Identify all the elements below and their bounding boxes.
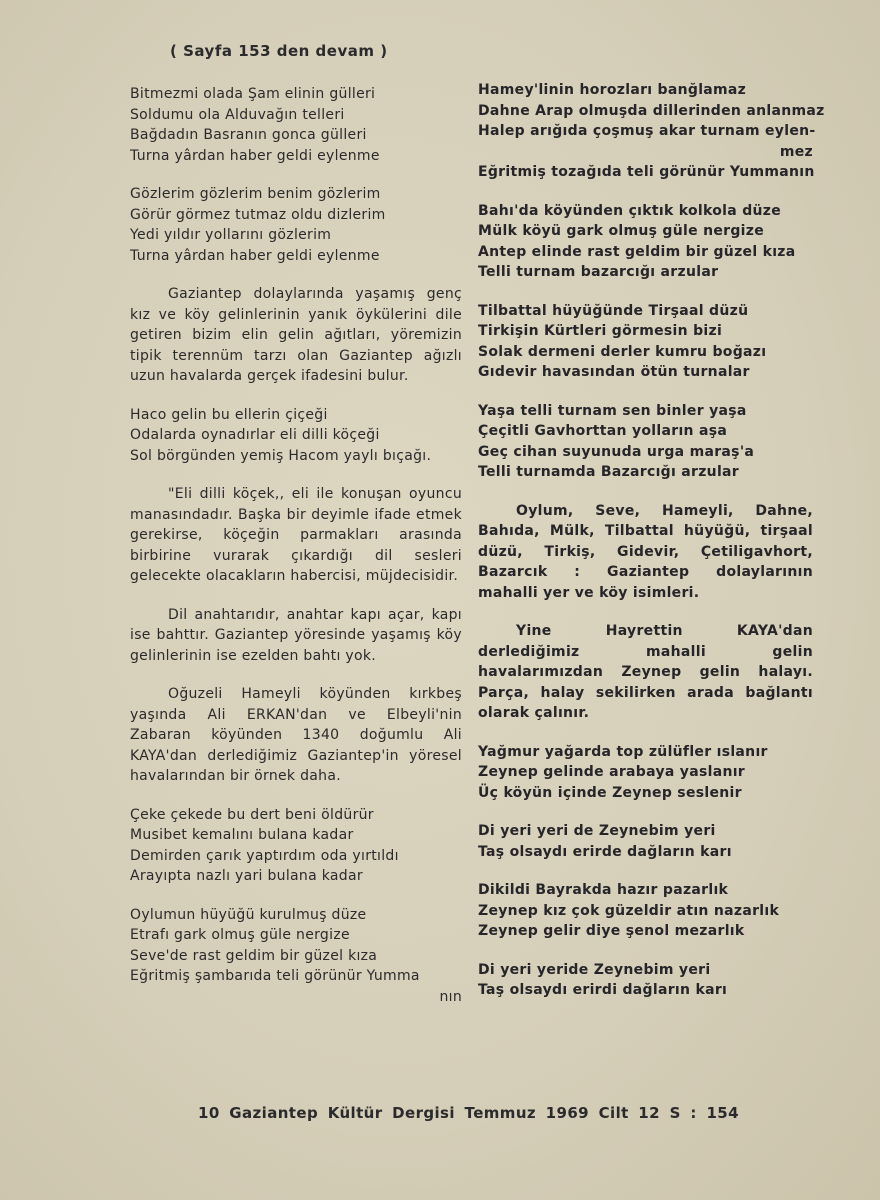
verse-line: Haco gelin bu ellerin çiçeği bbox=[130, 406, 328, 423]
verse-line: Mülk köyü gark olmuş güle nergize bbox=[478, 223, 765, 239]
verse-line: Odalarda oynadırlar eli dilli köçeği bbox=[130, 427, 380, 443]
prose-paragraph bbox=[130, 284, 462, 387]
verse-line: Di yeri yeride Zeynebim yeri bbox=[478, 961, 711, 978]
prose-paragraph bbox=[478, 621, 813, 724]
poem-stanza bbox=[130, 405, 462, 467]
verse-line-continuation: nın bbox=[439, 988, 462, 1005]
verse-line: Telli turnam bazarcığı arzular bbox=[478, 264, 719, 280]
verse-line: Eğritmiş tozağıda teli görünür Yummanın bbox=[478, 164, 815, 180]
verse-line: Dahne Arap olmuşda dillerinden anlanmaz bbox=[478, 102, 825, 119]
verse-line: Yağmur yağarda top zülüfler ıslanır bbox=[478, 743, 768, 760]
verse-line: Eğritmiş şambarıda teli görünür Yumma bbox=[130, 968, 420, 984]
verse-line: Telli turnamda Bazarcığı arzular bbox=[478, 464, 739, 480]
verse-line: Solak dermeni derler kumru boğazı bbox=[478, 343, 767, 360]
continued-note: ( Sayfa 153 den devam ) bbox=[170, 42, 388, 60]
verse-line: Musibet kemalını bulana kadar bbox=[130, 827, 354, 843]
verse-line: Taş olsaydı erirde dağların karı bbox=[478, 843, 732, 860]
verse-line: Taş olsaydı erirdi dağların karı bbox=[478, 982, 728, 998]
verse-line: Antep elinde rast geldim bir güzel kıza bbox=[478, 243, 796, 260]
prose-paragraph bbox=[130, 484, 462, 587]
verse-line: Arayıpta nazlı yari bulana kadar bbox=[130, 868, 363, 884]
verse-line: Soldumu ola Alduvağın telleri bbox=[130, 106, 345, 123]
poem-stanza bbox=[478, 821, 813, 862]
verse-line: Bahı'da köyünden çıktık kolkola düze bbox=[478, 202, 782, 219]
prose-paragraph bbox=[130, 605, 462, 667]
prose-paragraph bbox=[130, 684, 462, 787]
paragraph-text: "Eli dilli köçek,, eli ile konuşan oyuncu manasındadır. Başka bir deyimle ifade etmek gerekirse, köçeğin parmakları arasında birbirine vurarak çıkardığı dil sesleri gelecekte olacakların habercisi, müjdecisidir. bbox=[130, 486, 462, 584]
verse-line: Seve'de rast geldim bir güzel kıza bbox=[130, 947, 378, 964]
verse-line: Yedi yıldır yollarını gözlerim bbox=[130, 227, 332, 243]
verse-line: Yaşa telli turnam sen binler yaşa bbox=[478, 402, 747, 419]
verse-line: Gözlerim gözlerim benim gözlerim bbox=[130, 186, 381, 202]
poem-stanza bbox=[130, 184, 462, 266]
poem-stanza bbox=[478, 201, 813, 283]
verse-line: Halep arığıda çoşmuş akar turnam eylen- bbox=[478, 123, 816, 139]
prose-paragraph bbox=[478, 501, 813, 604]
verse-line-continuation: mez bbox=[779, 143, 813, 160]
verse-line: Gıdevir havasından ötün turnalar bbox=[478, 364, 750, 380]
verse-line: Di yeri yeri de Zeynebim yeri bbox=[478, 823, 716, 839]
verse-line: Bitmezmi olada Şam elinin gülleri bbox=[130, 86, 376, 102]
verse-line: Üç köyün içinde Zeynep seslenir bbox=[478, 784, 742, 801]
verse-line: Etrafı gark olmuş güle nergize bbox=[130, 927, 350, 943]
verse-line: Hamey'linin horozları banğlamaz bbox=[478, 82, 747, 98]
poem-stanza bbox=[478, 80, 825, 183]
page-footer: 10 Gaziantep Kültür Dergisi Temmuz 1969 Cilt 12 S : 154 bbox=[198, 1104, 739, 1122]
paragraph-text: Oğuzeli Hameyli köyünden kırkbeş yaşında Ali ERKAN'dan ve Elbeyli'nin Zabaran köyünden 1340 doğumlu Ali KAYA'dan derlediğimiz Gaziantep'in yöresel havalarından bir örnek daha. bbox=[130, 686, 462, 784]
verse-line: Çeke çekede bu dert beni öldürür bbox=[130, 806, 374, 823]
poem-stanza bbox=[478, 960, 813, 1001]
verse-line: Turna yârdan haber geldi eylenme bbox=[130, 247, 380, 264]
verse-line: Sol börgünden yemiş Hacom yaylı bıçağı. bbox=[130, 447, 432, 464]
verse-line: Zeynep gelinde arabaya yaslanır bbox=[478, 764, 746, 780]
paragraph-text: Yine Hayrettin KAYA'dan derlediğimiz mahalli gelin havalarımızdan Zeynep gelin halayı. Parça, halay sekilirken arada bağlantı olarak çalınır. bbox=[478, 623, 813, 721]
left-column bbox=[130, 84, 462, 1025]
verse-line: Bağdadın Basranın gonca gülleri bbox=[130, 127, 367, 143]
verse-line: Dikildi Bayrakda hazır pazarlık bbox=[478, 882, 729, 898]
verse-line: Demirden çarık yaptırdım oda yırtıldı bbox=[130, 847, 399, 864]
poem-stanza bbox=[130, 905, 462, 1008]
poem-stanza bbox=[478, 401, 813, 483]
verse-line: Görür görmez tutmaz oldu dizlerim bbox=[130, 206, 386, 223]
verse-line: Oylumun hüyüğü kurulmuş düze bbox=[130, 906, 367, 923]
poem-stanza bbox=[130, 84, 462, 166]
paragraph-text: Oylum, Seve, Hameyli, Dahne, Bahıda, Mülk, Tilbattal hüyüğü, tirşaal düzü, Tirkiş, Gidevir, Çetiligavhort, Bazarcık : Gaziantep dolaylarının mahalli yer ve köy isimleri. bbox=[478, 502, 813, 601]
poem-stanza bbox=[130, 805, 462, 887]
verse-line: Turna yârdan haber geldi eylenme bbox=[130, 147, 380, 164]
poem-stanza bbox=[478, 301, 813, 383]
paragraph-text: Gaziantep dolaylarında yaşamış genç kız ve köy gelinlerinin yanık öykülerini dile getiren bizim elin gelin ağıtları, yöremizin tipik terennüm tarzı olan Gaziantep ağızlı uzun havalarda gerçek ifadesini bulur. bbox=[130, 286, 462, 384]
verse-line: Zeynep kız çok güzeldir atın nazarlık bbox=[478, 902, 780, 919]
verse-line: Tirkişin Kürtleri görmesin bizi bbox=[478, 323, 723, 339]
poem-stanza bbox=[478, 880, 813, 942]
verse-line: Zeynep gelir diye şenol mezarlık bbox=[478, 923, 745, 939]
poem-stanza bbox=[478, 742, 813, 804]
verse-line: Çeçitli Gavhorttan yolların aşa bbox=[478, 423, 728, 439]
verse-line: Geç cihan suyunuda urga maraş'a bbox=[478, 443, 755, 460]
verse-line: Tilbattal hüyüğünde Tirşaal düzü bbox=[478, 302, 749, 319]
right-column bbox=[478, 80, 825, 1019]
paragraph-text: Dil anahtarıdır, anahtar kapı açar, kapı ise bahttır. Gaziantep yöresinde yaşamış köy gelinlerinin ise ezelden bahtı yok. bbox=[130, 606, 462, 664]
